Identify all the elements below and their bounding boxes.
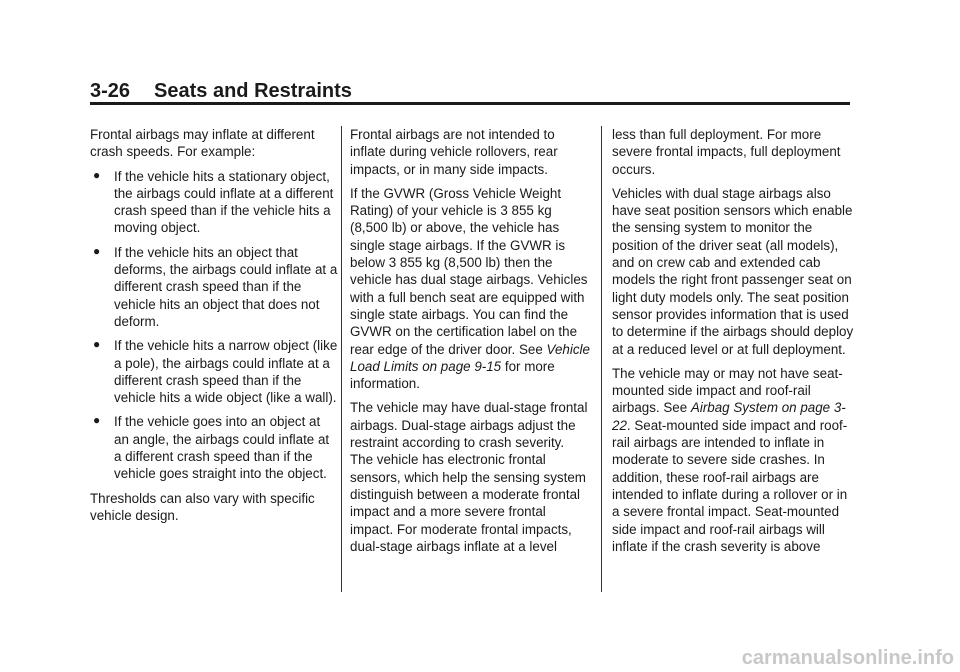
rollover-paragraph: Frontal airbags are not intended to inflate during vehicle rollovers, rear impacts, or in many side impacts. <box>350 127 558 177</box>
column-divider-2 <box>601 126 602 592</box>
bullet-icon: ● <box>93 243 101 258</box>
column-divider-1 <box>341 126 342 592</box>
gvwr-paragraph: If the GVWR (Gross Vehicle Weight Rating) of your vehicle is 3 855 kg (8,500 lb) or above, the vehicle has single stage airbags. If the GVWR is below 3 855 kg (8,500 lb) then the vehicle has dual stage airbags. Vehicles with a full bench seat are equipped with single state airbags. You can find the GVWR on the certification label on the rear edge of the driver door. See Vehicle Load Limits on page 9-15 for more information. <box>350 185 590 392</box>
list-item: ● If the vehicle goes into an object at an angle, the airbags could inflate at a different crash speed than if the vehicle goes straight into the object. <box>93 413 330 482</box>
header-rule <box>90 102 850 105</box>
list-item: ● If the vehicle hits an object that deforms, the airbags could inflate at a different crash speed than if the vehicle hits an object that does not deform. <box>93 243 338 329</box>
page-number: 3-26 <box>90 80 131 102</box>
watermark: carmanualsonline.info <box>741 647 954 669</box>
bullet-icon: ● <box>93 413 101 428</box>
intro-paragraph: Frontal airbags may inflate at different crash speeds. For example: <box>90 127 315 160</box>
section-title: Seats and Restraints <box>154 80 352 102</box>
column-3 <box>612 126 858 562</box>
dual-stage-paragraph: The vehicle may have dual-stage frontal airbags. Dual-stage airbags adjust the restraint according to crash severity. The vehicle has electronic frontal sensors, which help the sensing system distinguish between a moderate frontal impact and a more severe frontal impact. For moderate frontal impacts, dual-stage airbags inflate at a level <box>350 400 588 554</box>
side-impact-paragraph: The vehicle may or may not have seat-mounted side impact and roof-rail airbags. See Airbag System on page 3-22. Seat-mounted side impact and roof-rail airbags are intended to inflate in moderate to severe side crashes. In addition, these roof-rail airbags are intended to inflate during a rollover or in a severe frontal impact. Seat-mounted side impact and roof-rail airbags will inflate if the crash severity is above <box>612 365 848 554</box>
list-item: ● If the vehicle hits a stationary object, the airbags could inflate at a different crash speed than if the vehicle hits a moving object. <box>93 167 334 236</box>
bullet-icon: ● <box>93 337 101 352</box>
column-2 <box>350 126 590 562</box>
column-1 <box>90 126 338 531</box>
deployment-paragraph: less than full deployment. For more severe frontal impacts, full deployment occurs. <box>612 127 841 177</box>
vehicle-load-limits-link[interactable]: Vehicle Load Limits on page 9-15 <box>350 341 590 374</box>
thresholds-paragraph: Thresholds can also vary with specific vehicle design. <box>90 490 315 523</box>
list-item: ● If the vehicle hits a narrow object (like a pole), the airbags could inflate at a different crash speed than if the vehicle hits a wide object (like a wall). <box>93 337 338 406</box>
seat-position-paragraph: Vehicles with dual stage airbags also have seat position sensors which enable the sensing system to monitor the position of the driver seat (all models), and on crew cab and extended cab models the right front passenger seat on light duty models only. The seat position sensor provides information that is used to determine if the airbags should deploy at a reduced level or at full deployment. <box>612 185 854 357</box>
page-header <box>90 80 850 103</box>
example-list <box>90 168 338 483</box>
airbag-system-link[interactable]: Airbag System on page 3-22 <box>612 400 846 433</box>
bullet-icon: ● <box>93 167 101 182</box>
